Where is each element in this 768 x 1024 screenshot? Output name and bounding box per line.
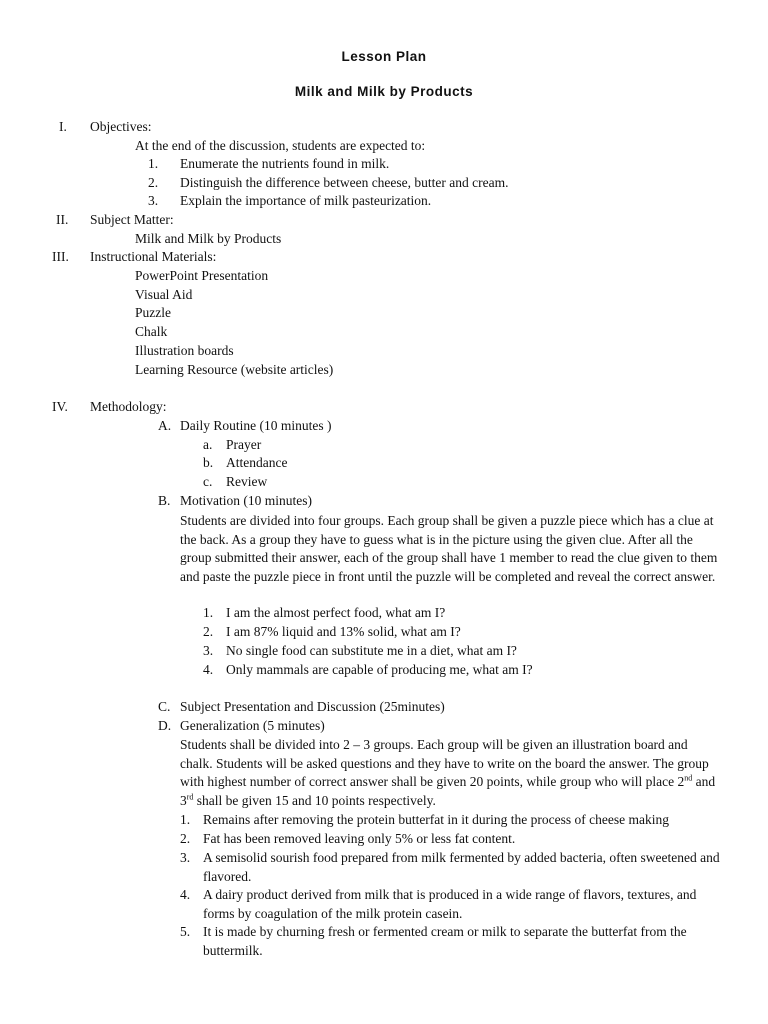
subsection-title-daily-routine: Daily Routine (10 minutes ) (180, 418, 332, 433)
material-item: Chalk (135, 324, 168, 339)
page-subtitle: Milk and Milk by Products (294, 84, 474, 99)
page-title: Lesson Plan (341, 49, 427, 64)
material-item: Learning Resource (website articles) (135, 362, 334, 377)
motivation-paragraph: Students are divided into four groups. Each group shall be given a puzzle piece which has a clue at the back. As a group they have to guess what is in the picture using the given clue. After all the group submitted their answer, each of the group shall have 1 member to read the clue given to them and paste the puzzle piece in front until the puzzle will be completed and reveal the correct answer. (180, 513, 718, 584)
question-number: 5. (180, 924, 191, 939)
subsection-title-generalization: Generalization (5 minutes) (180, 718, 325, 733)
clue-number: 2. (203, 624, 214, 639)
clue-item: No single food can substitute me in a diet, what am I? (226, 643, 517, 658)
routine-item: Prayer (226, 437, 262, 452)
subsection-letter: A. (158, 418, 172, 433)
objectives-intro: At the end of the discussion, students are expected to: (135, 138, 426, 153)
section-heading-objectives: Objectives: (90, 119, 152, 134)
question-number: 2. (180, 831, 191, 846)
question-item: A semisolid sourish food prepared from milk fermented by added bacteria, often sweetened and flavored. (203, 850, 720, 884)
question-item: Fat has been removed leaving only 5% or less fat content. (203, 831, 516, 846)
section-heading-subject-matter: Subject Matter: (90, 212, 174, 227)
subsection-title-motivation: Motivation (10 minutes) (180, 493, 312, 508)
routine-letter: a. (203, 437, 213, 452)
section-heading-methodology: Methodology: (90, 399, 167, 414)
material-item: Visual Aid (135, 287, 193, 302)
material-item: Puzzle (135, 305, 171, 320)
section-number-methodology: IV. (52, 399, 68, 414)
clue-number: 3. (203, 643, 214, 658)
subsection-title-presentation: Subject Presentation and Discussion (25minutes) (180, 699, 445, 714)
question-item: It is made by churning fresh or fermented cream or milk to separate the butterfat from the buttermilk. (203, 924, 687, 958)
section-number-materials: III. (52, 249, 69, 264)
objective-number: 3. (148, 193, 159, 208)
question-number: 4. (180, 887, 191, 902)
question-item: Remains after removing the protein butterfat in it during the process of cheese making (203, 812, 669, 827)
material-item: PowerPoint Presentation (135, 268, 269, 283)
clue-item: I am 87% liquid and 13% solid, what am I? (226, 624, 461, 639)
material-item: Illustration boards (135, 343, 234, 358)
subsection-letter: B. (158, 493, 171, 508)
section-heading-materials: Instructional Materials: (90, 249, 217, 264)
objective-number: 1. (148, 156, 159, 171)
question-number: 3. (180, 850, 191, 865)
objective-item: Distinguish the difference between cheese, butter and cream. (180, 175, 509, 190)
objective-number: 2. (148, 175, 159, 190)
routine-letter: b. (203, 455, 214, 470)
clue-item: Only mammals are capable of producing me, what am I? (226, 662, 533, 677)
objective-item: Enumerate the nutrients found in milk. (180, 156, 390, 171)
subsection-letter: C. (158, 699, 171, 714)
section-number-subject-matter: II. (56, 212, 69, 227)
subsection-letter: D. (158, 718, 172, 733)
subject-matter-content: Milk and Milk by Products (135, 231, 282, 246)
clue-item: I am the almost perfect food, what am I? (226, 605, 446, 620)
routine-item: Review (226, 474, 268, 489)
question-item: A dairy product derived from milk that is produced in a wide range of flavors, textures, and forms by coagulation of the milk protein casein. (203, 887, 697, 921)
routine-item: Attendance (226, 455, 288, 470)
section-number-objectives: I. (59, 119, 67, 134)
objective-item: Explain the importance of milk pasteurization. (180, 193, 432, 208)
routine-letter: c. (203, 474, 213, 489)
question-number: 1. (180, 812, 191, 827)
clue-number: 1. (203, 605, 214, 620)
clue-number: 4. (203, 662, 214, 677)
generalization-paragraph: Students shall be divided into 2 – 3 groups. Each group will be given an illustration board and chalk. Students will be asked questions and they have to write on the board the answer. The group with highest number of correct answer shall be given 20 points, while group who will place 2nd and 3rd shall be given 15 and 10 points respectively. (180, 737, 716, 808)
